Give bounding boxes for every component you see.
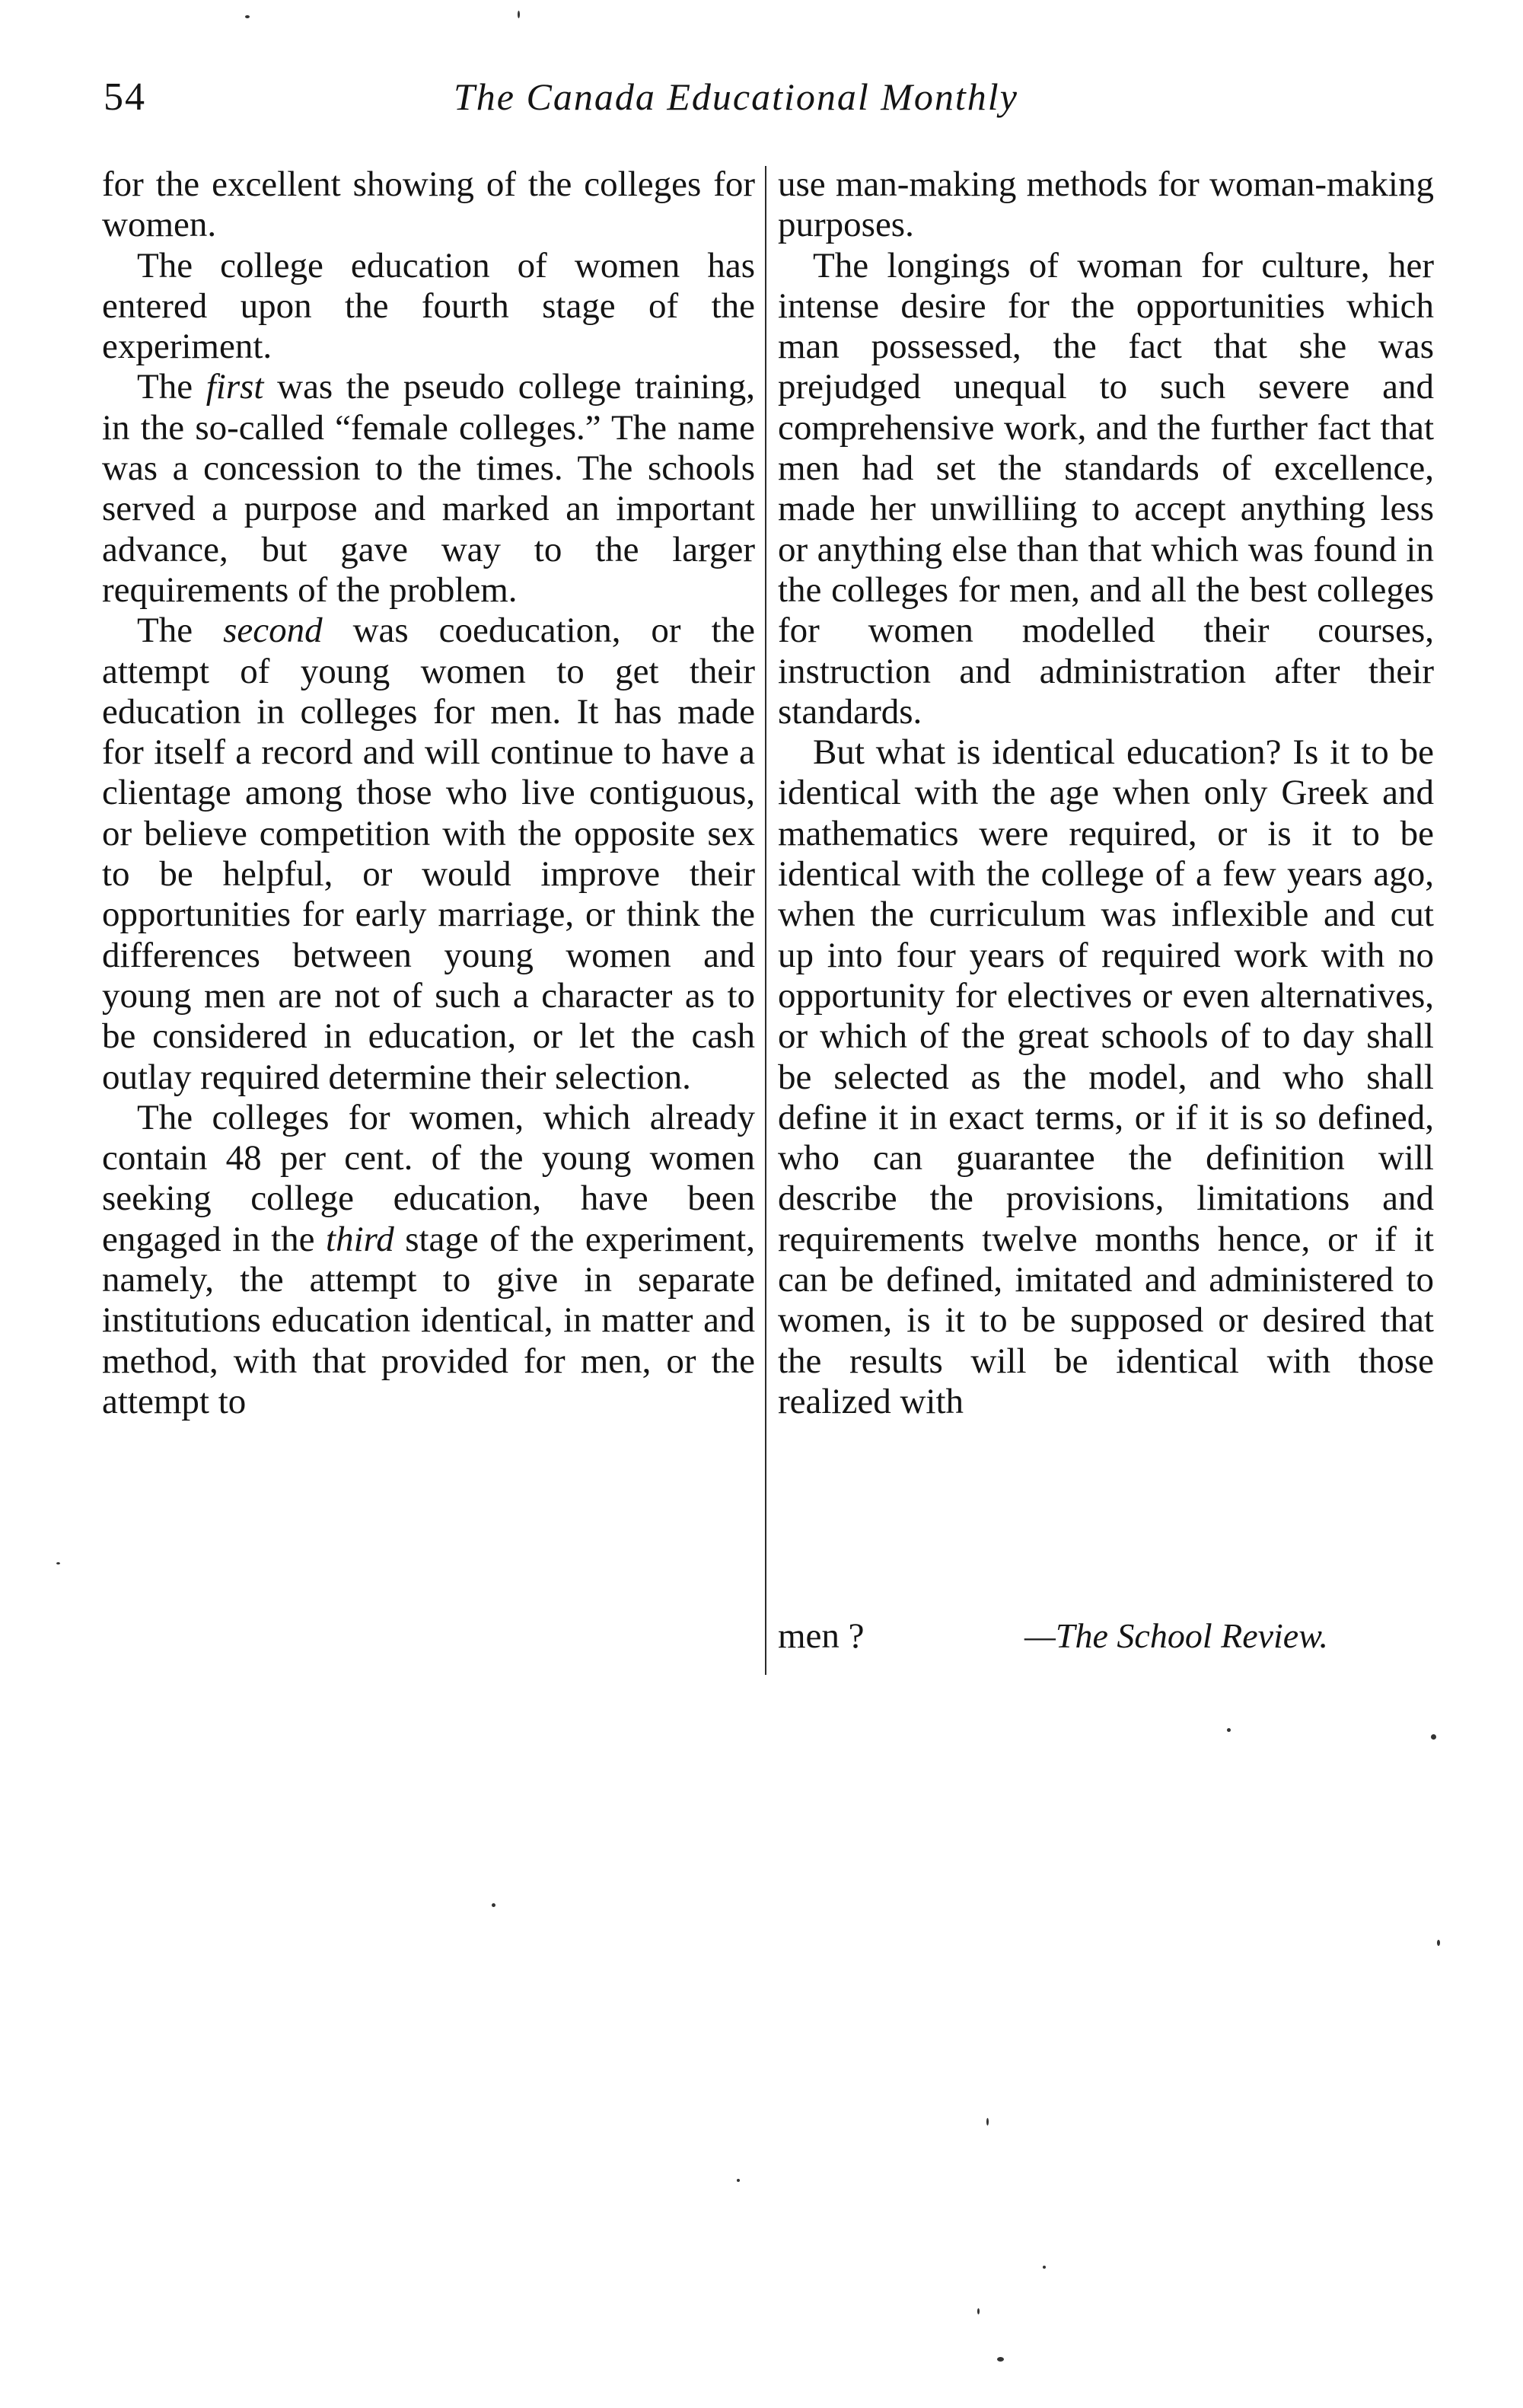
emphasis-third: third <box>326 1219 394 1259</box>
paragraph-text: was coeducation, or the attempt of young women to get their education in colleges for men. It has made for itself a record and will continue to have a clientage among those who live contiguous, or believe competition with the opposite sex to be helpful, or would improve their opportunities for early marriage, or think the differences between young women and young men are not of such a character as to be considered in education, or let the cash outlay required determine their selection. <box>102 611 755 1097</box>
scan-speck <box>997 2357 1004 2362</box>
paragraph: use man-making methods for woman-making purposes. <box>778 164 1434 245</box>
paragraph: The college education of women has entered upon the fourth stage of the experiment. <box>102 245 755 367</box>
left-column <box>102 164 755 1422</box>
emphasis-second: second <box>223 611 323 651</box>
emphasis-first: first <box>206 367 264 407</box>
paragraph <box>102 1098 755 1422</box>
paragraph-text: stage of the experiment, namely, the attempt to give in separate institutions education identical, in matter and method, with that provided for men, or the attempt to <box>102 1219 755 1421</box>
paragraph <box>102 367 755 611</box>
scan-speck <box>977 2308 980 2314</box>
paragraph-text: The colleges for women, which already contain 48 per cent. of the young women seeking college education, have been engaged in the <box>102 1097 755 1259</box>
scan-speck <box>1227 1728 1231 1732</box>
scan-speck <box>1431 1734 1436 1740</box>
right-column <box>778 164 1434 1422</box>
paragraph-text: The <box>137 611 224 651</box>
page-number: 54 <box>104 75 146 119</box>
paragraph: But what is identical education? Is it to be identical with the age when only Greek and mathematics were required, or is it to be identical with the college of a few years ago, when the curriculum was inflexible and cut up into four years of required work with no opportunity for electives or even alternatives, or which of the great schools of to day shall be selected as the model, and who shall define it in exact terms, or if it is so defined, who can guarantee the definition will describe the provisions, limitations and requirements twelve months hence, or if it can be defined, imitated and administered to women, is it to be supposed or desired that the results will be identical with those realized with <box>778 732 1434 1421</box>
paragraph <box>102 611 755 1098</box>
scan-speck <box>56 1562 60 1564</box>
closing-word: men ? <box>778 1616 865 1656</box>
scan-speck <box>518 11 520 18</box>
source-attribution: —The School Review. <box>1024 1616 1328 1655</box>
scan-speck <box>737 2179 740 2182</box>
column-divider <box>765 166 766 1675</box>
scan-speck <box>986 2118 989 2126</box>
scan-speck <box>492 1903 495 1907</box>
scan-speck <box>1437 1940 1440 1946</box>
running-title: The Canada Educational Monthly <box>454 75 1018 118</box>
scan-speck <box>245 15 250 18</box>
paragraph: The longings of woman for culture, her intense desire for the opportunities which man possessed, the fact that she was prejudged unequal to such severe and comprehensive work, and the further fact that men had set the standards of excellence, made her unwilliing to accept anything less or anything else than that which was found in the colleges for men, and all the best colleges for women modelled their courses, instruction and administration after their standards. <box>778 245 1434 732</box>
paragraph-text: was the pseudo college training, in the so-called “female colleges.” The name was a concession to the times. The schools served a purpose and marked an important advance, but gave way to the larger requirements of the problem. <box>102 367 755 610</box>
paragraph-text: The <box>137 367 206 407</box>
scan-speck <box>1043 2266 1046 2269</box>
paragraph: for the excellent showing of the colleges for women. <box>102 164 755 245</box>
page-header <box>104 75 1093 128</box>
